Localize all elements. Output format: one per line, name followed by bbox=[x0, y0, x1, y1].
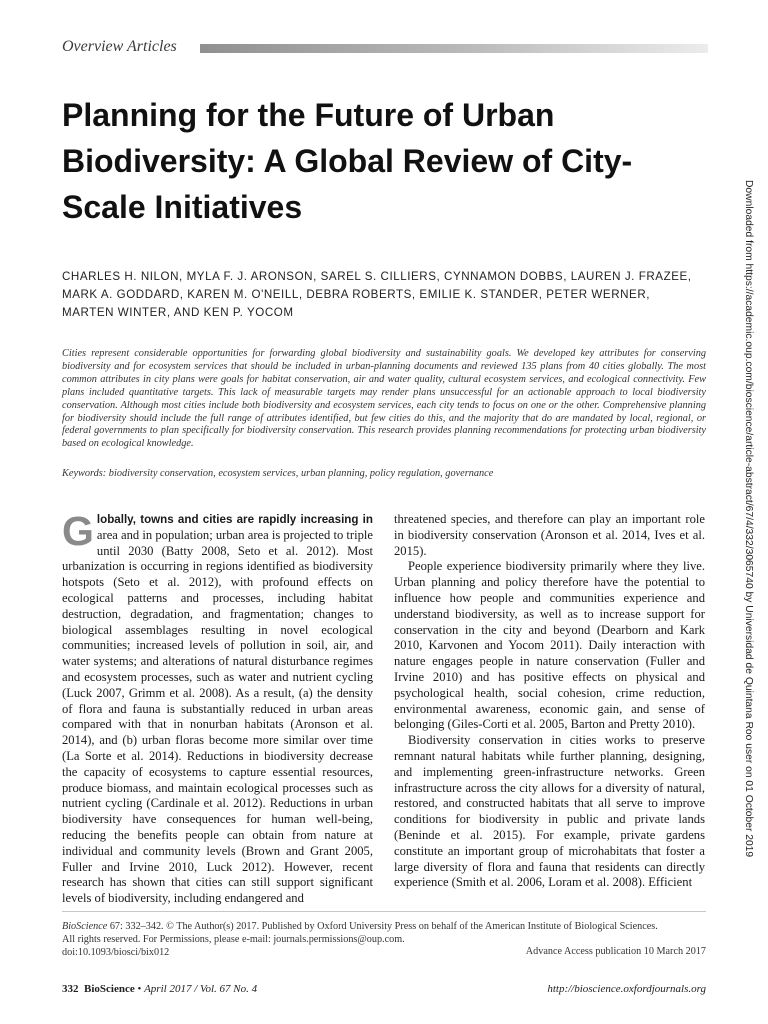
page-footer bbox=[62, 983, 257, 995]
author-line: CHARLES H. NILON, MYLA F. J. ARONSON, SAREL S. CILLIERS, CYNNAMON DOBBS, LAUREN J. FRAZEE, bbox=[62, 270, 692, 283]
body-paragraph bbox=[62, 508, 373, 907]
page-number: 332 bbox=[62, 983, 79, 995]
body-paragraph: threatened species, and therefore can play an important role in biodiversity conservation (Aronson et al. 2014, Ives et al. 2015). bbox=[394, 512, 705, 558]
drop-cap: G bbox=[62, 508, 94, 554]
author-list bbox=[62, 268, 712, 322]
keywords: Keywords: biodiversity conservation, ecosystem services, urban planning, policy regulation, governance bbox=[62, 468, 494, 479]
section-label: Overview Articles bbox=[62, 38, 177, 55]
download-watermark: Downloaded from https://academic.oup.com/bioscience/article-abstract/67/4/332/3065740 by Universidad de Quintana Roo user on 01 October 2019 bbox=[743, 180, 754, 858]
issue-info: April 2017 / Vol. 67 No. 4 bbox=[144, 983, 258, 995]
body-column-left bbox=[62, 508, 373, 907]
rights-line: All rights reserved. For Permissions, please e-mail: journals.permissions@oup.com. bbox=[62, 934, 405, 945]
advance-access-note: Advance Access publication 10 March 2017 bbox=[525, 946, 706, 957]
body-paragraph: Biodiversity conservation in cities works to preserve remnant natural habitats while further planning, designing, and implementing green-infrastructure networks. Green infrastructure across the city allows for a diversity of natural, restored, and constructed habitats that all serve to improve conditions for biodiversity in public and private lands (Beninde et al. 2015). For example, private gardens constitute an important group of microhabitats that foster a large diversity of flora and fauna that residents can directly experience (Smith et al. 2006, Loram et al. 2008). Efficient bbox=[394, 733, 705, 890]
body-column-right bbox=[394, 512, 705, 891]
footnote-divider bbox=[62, 911, 706, 912]
citation-text: 67: 332–342. © The Author(s) 2017. Published by Oxford University Press on behalf of the American Institute of Biological Sciences. bbox=[107, 921, 658, 932]
body-paragraph: People experience biodiversity primarily where they live. Urban planning and policy therefore have the potential to influence how people and communities experience and understand biodiversity, as well as to increase support for conservation in the city and beyond (Dearborn and Kark 2010, Karvonen and Yocom 2011). Daily interaction with nature engages people in nature conservation (Fuller and Irvine 2010) and has positive effects on physical and psychological health, social cohesion, crime reduction, environmental awareness, economic gain, and sense of belonging (Giles-Corti et al. 2005, Barton and Pretty 2010). bbox=[394, 559, 705, 732]
article-title: Planning for the Future of Urban Biodiversity: A Global Review of City-Scale Initiatives bbox=[62, 97, 633, 225]
section-rule bbox=[200, 44, 708, 53]
doi-line[interactable]: doi:10.1093/biosci/bix012 bbox=[62, 947, 170, 958]
footer-journal: BioScience bbox=[84, 983, 135, 995]
journal-url-link[interactable]: http://bioscience.oxfordjournals.org bbox=[547, 983, 706, 995]
journal-name: BioScience bbox=[62, 921, 108, 932]
footer-separator: • bbox=[134, 983, 145, 995]
citation-line bbox=[62, 920, 706, 933]
lead-in-text: lobally, towns and cities are rapidly increasing in bbox=[96, 513, 373, 526]
abstract: Cities represent considerable opportunities for forwarding global biodiversity and sustainability goals. We developed key attributes for conserving biodiversity and for ecosystem services that should be included in urban-planning documents and reviewed 135 plans from 40 cities globally. The most common attributes in city plans were goals for habitat conservation, air and water quality, cultural ecosystem services, and ecological connectivity. Few plans included quantitative targets. This lack of measurable targets may render plans unsuccessful for an actionable approach to local biodiversity conservation. Although most cities include both biodiversity and ecosystem services, each city tends to focus on one or the other. Comprehensive planning for biodiversity should include the full range of attributes identified, but few cities do this, and the majority that do are mandated by local, regional, or federal governments to plan specifically for biodiversity conservation. This research provides planning recommendations for protecting urban biodiversity based on ecological knowledge. bbox=[62, 348, 706, 450]
author-line: MARTEN WINTER, AND KEN P. YOCOM bbox=[62, 306, 294, 319]
paragraph-text: area and in population; urban area is projected to triple until 2030 (Batty 2008, Seto et al. 2012). Most urbanization is occurring in regions identified as biodiversity hotspots (Seto et al. 2012), with profound effects on ecological patterns and processes, including habitat destruction, degradation, and fragmentation; changes to biological assemblages resulting in novel ecological communities; increased levels of pollution in soil, air, and water systems; and alterations of natural disturbance regimes and ecosystem processes, such as water and nutrient cycling (Luck 2007, Grimm et al. 2008). As a result, (a) the density of flora and fauna is substantially reduced in urban areas compared with that in nonurban habitats (Aronson et al. 2014), and (b) urban floras become more similar over time (La Sorte et al. 2014). Reductions in biodiversity decrease the capacity of ecosystems to capture essential resources, produce biomass, and maintain ecological processes such as nutrient cycling (Cardinale et al. 2012). Reductions in urban biodiversity have consequences for human well-being, reducing the benefits people can obtain from nature at individual and community levels (Brown and Grant 2005, Fuller and Irvine 2010, Luck 2012). However, recent research has shown that cities can still support significant levels of biodiversity, including endangered and bbox=[62, 527, 373, 906]
author-line: MARK A. GODDARD, KAREN M. O'NEILL, DEBRA ROBERTS, EMILIE K. STANDER, PETER WERNER, bbox=[62, 288, 651, 301]
